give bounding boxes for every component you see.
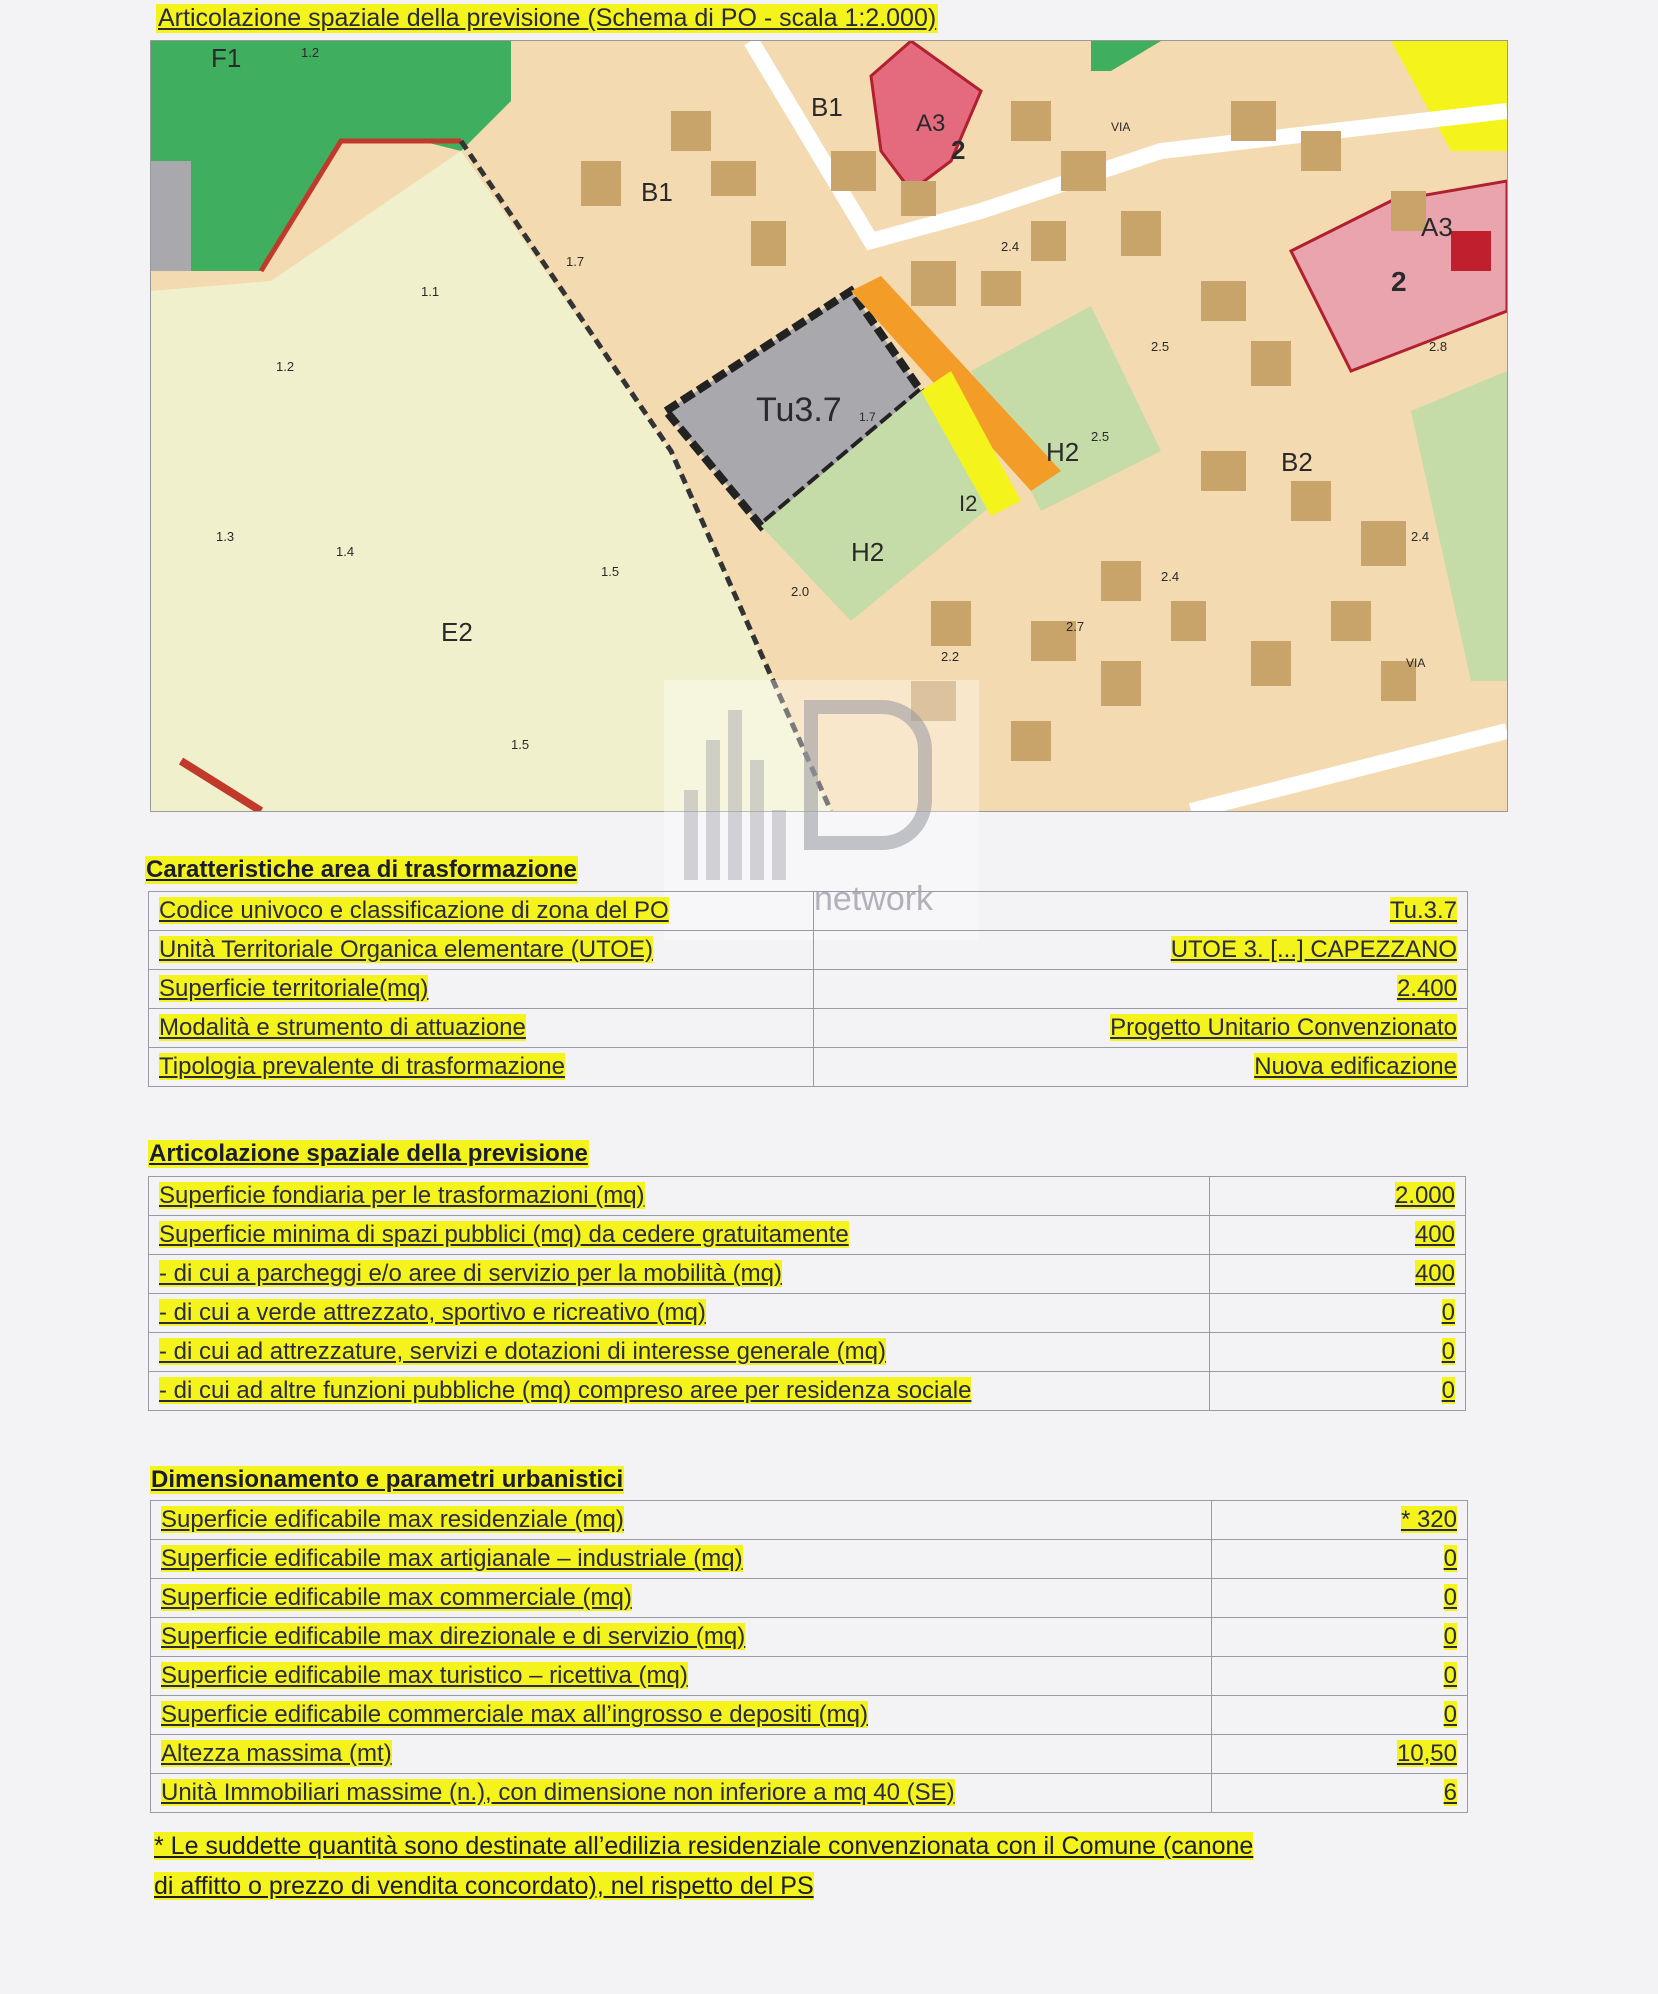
table-row	[151, 1579, 1468, 1618]
zone-label: Tu3.7	[756, 391, 842, 429]
row-value: 2.000	[1210, 1177, 1466, 1216]
row-label: - di cui a verde attrezzato, sportivo e ricreativo (mq)	[149, 1294, 1210, 1333]
row-label: Unità Territoriale Organica elementare (UTOE)	[149, 931, 814, 970]
height-label: 1.5	[511, 737, 530, 752]
row-label: Superficie edificabile max turistico – ricettiva (mq)	[151, 1657, 1212, 1696]
row-label: Superficie edificabile max artigianale – industriale (mq)	[151, 1540, 1212, 1579]
table-row	[151, 1657, 1468, 1696]
row-value: 2.400	[813, 970, 1467, 1009]
zone-label: B1	[641, 177, 673, 207]
row-label: Altezza massima (mt)	[151, 1735, 1212, 1774]
height-label: 1.2	[276, 359, 295, 374]
row-value: UTOE 3. [...] CAPEZZANO	[813, 931, 1467, 970]
table-row	[149, 1372, 1466, 1411]
table-row	[151, 1696, 1468, 1735]
row-value: 0	[1212, 1657, 1468, 1696]
row-value: 6	[1212, 1774, 1468, 1813]
row-value: 0	[1212, 1540, 1468, 1579]
zone-label: H2	[851, 537, 885, 567]
zone-label: A3	[916, 110, 946, 137]
height-label: 2.4	[1001, 239, 1020, 254]
table-articolazione	[148, 1176, 1466, 1411]
row-label: Tipologia prevalente di trasformazione	[149, 1048, 814, 1087]
table-row	[149, 1333, 1466, 1372]
table-row	[149, 970, 1468, 1009]
row-label: - di cui a parcheggi e/o aree di servizio per la mobilità (mq)	[149, 1255, 1210, 1294]
row-label: Modalità e strumento di attuazione	[149, 1009, 814, 1048]
row-label: Superficie territoriale(mq)	[149, 970, 814, 1009]
row-label: Superficie fondiaria per le trasformazioni (mq)	[149, 1177, 1210, 1216]
zone-label: B1	[811, 92, 843, 122]
table-row	[149, 931, 1468, 970]
zone-label: 2	[1391, 266, 1407, 297]
height-label: 2.4	[1161, 569, 1180, 584]
section-title-dimensionamento: Dimensionamento e parametri urbanistici	[151, 1466, 624, 1493]
row-value: 0	[1212, 1579, 1468, 1618]
row-label: Superficie minima di spazi pubblici (mq) da cedere gratuitamente	[149, 1216, 1210, 1255]
table-row	[151, 1735, 1468, 1774]
height-label: 1.5	[601, 564, 620, 579]
height-label: 1.1	[421, 284, 440, 299]
row-value: 0	[1210, 1294, 1466, 1333]
watermark-text: network	[814, 880, 934, 918]
footnote-line: * Le suddette quantità sono destinate all’edilizia residenziale convenzionata con il Comune (canone	[154, 1832, 1254, 1860]
table-row	[149, 1294, 1466, 1333]
height-label: 1.3	[216, 529, 235, 544]
table-row	[151, 1774, 1468, 1813]
row-value: 0	[1210, 1333, 1466, 1372]
height-label: 1.7	[859, 410, 876, 424]
building-icon	[684, 710, 794, 880]
footnote	[154, 1826, 1474, 1906]
street-label: VIA	[1111, 120, 1131, 134]
table-row	[149, 1048, 1468, 1087]
zone-label: H2	[1046, 437, 1080, 467]
row-label: Unità Immobiliari massime (n.), con dimensione non inferiore a mq 40 (SE)	[151, 1774, 1212, 1813]
height-label: 1.2	[301, 45, 320, 60]
row-value: * 320	[1212, 1501, 1468, 1540]
height-label: 2.4	[1411, 529, 1430, 544]
height-label: 1.4	[336, 544, 355, 559]
zone-label: F1	[211, 43, 242, 73]
row-value: Nuova edificazione	[813, 1048, 1467, 1087]
row-label: Codice univoco e classificazione di zona del PO	[149, 892, 814, 931]
height-label: 2.2	[941, 649, 960, 664]
row-label: Superficie edificabile max residenziale (mq)	[151, 1501, 1212, 1540]
logo-b-icon	[804, 700, 932, 850]
row-label: - di cui ad altre funzioni pubbliche (mq) compreso aree per residenza sociale	[149, 1372, 1210, 1411]
height-label: 2.8	[1429, 339, 1448, 354]
row-value: 400	[1210, 1255, 1466, 1294]
footnote-line: di affitto o prezzo di vendita concordato), nel rispetto del PS	[154, 1872, 814, 1900]
row-label: Superficie edificabile max direzionale e di servizio (mq)	[151, 1618, 1212, 1657]
table-dimensionamento	[150, 1500, 1468, 1813]
street-label: VIA	[1406, 656, 1426, 670]
table-row	[151, 1540, 1468, 1579]
section-title-articolazione: Articolazione spaziale della previsione	[149, 1140, 588, 1167]
height-label: 1.7	[566, 254, 585, 269]
map-title: Articolazione spaziale della previsione (Schema di PO - scala 1:2.000)	[158, 4, 937, 32]
row-value: 0	[1210, 1372, 1466, 1411]
row-value: Tu.3.7	[813, 892, 1467, 931]
table-row	[151, 1618, 1468, 1657]
zone-label: 2	[951, 135, 966, 165]
row-label: - di cui ad attrezzature, servizi e dotazioni di interesse generale (mq)	[149, 1333, 1210, 1372]
height-label: 2.7	[1066, 619, 1085, 634]
section-title-caratteristiche: Caratteristiche area di trasformazione	[146, 856, 577, 883]
height-label: 2.5	[1091, 429, 1110, 444]
height-label: 2.0	[791, 584, 810, 599]
row-label: Superficie edificabile max commerciale (mq)	[151, 1579, 1212, 1618]
zone-label: E2	[441, 617, 473, 647]
row-value: 0	[1212, 1696, 1468, 1735]
row-value: Progetto Unitario Convenzionato	[813, 1009, 1467, 1048]
row-value: 0	[1212, 1618, 1468, 1657]
zone-label: I2	[959, 491, 978, 516]
table-row	[149, 1216, 1466, 1255]
zone-label: B2	[1281, 447, 1313, 477]
table-row	[149, 1255, 1466, 1294]
table-row	[149, 1177, 1466, 1216]
row-value: 10,50	[1212, 1735, 1468, 1774]
table-row	[149, 1009, 1468, 1048]
table-row	[151, 1501, 1468, 1540]
zone-label: A3	[1421, 212, 1453, 242]
table-caratteristiche	[148, 891, 1468, 1087]
row-value: 400	[1210, 1216, 1466, 1255]
table-row	[149, 892, 1468, 931]
height-label: 2.5	[1151, 339, 1170, 354]
row-label: Superficie edificabile commerciale max all’ingrosso e depositi (mq)	[151, 1696, 1212, 1735]
